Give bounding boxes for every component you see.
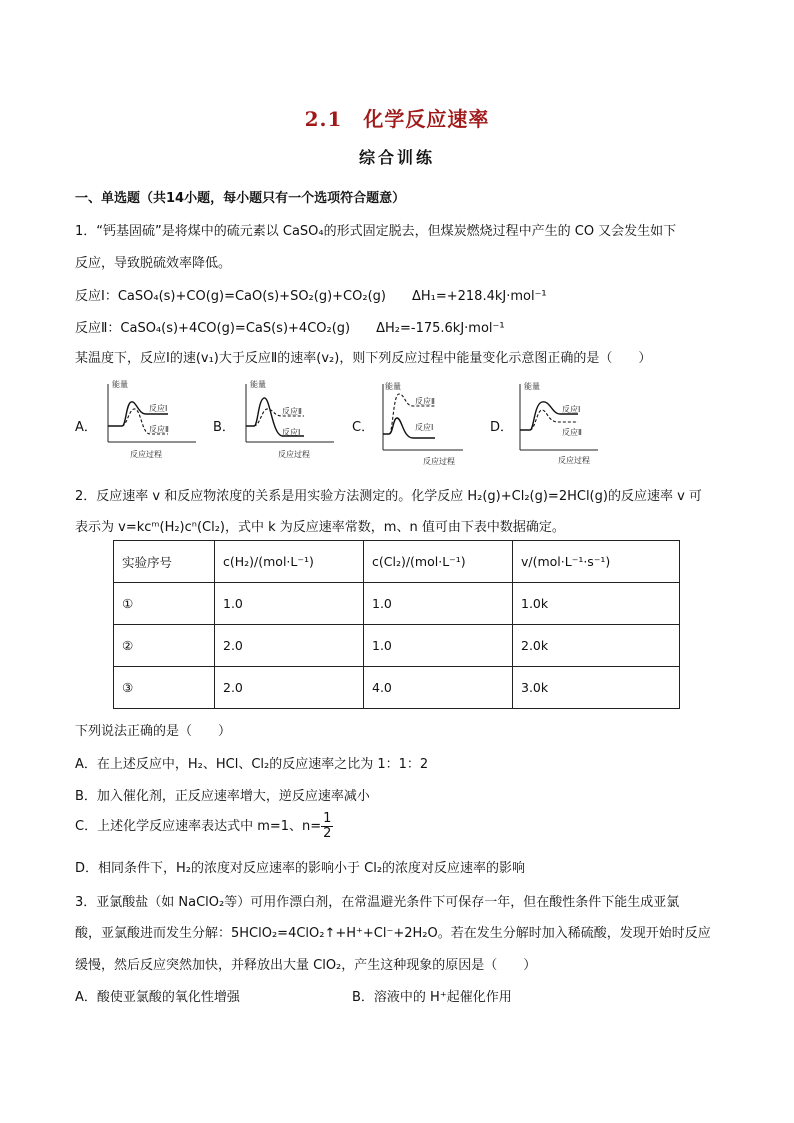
q2-option-d[interactable]: D．相同条件下，H₂的浓度对反应速率的影响小于 Cl₂的浓度对反应速率的影响 xyxy=(75,861,526,876)
q2-option-c[interactable] xyxy=(75,812,333,841)
section-heading: 一、单选题（共14小题，每小题只有一个选项符合题意） xyxy=(75,191,406,206)
q2-data-table xyxy=(113,540,680,709)
table-cell: 3.0k xyxy=(513,667,680,709)
table-cell: 1.0k xyxy=(513,583,680,625)
table-header-row xyxy=(114,541,680,583)
y-axis-label: 能量 xyxy=(524,382,540,391)
table-cell: ① xyxy=(114,583,215,625)
lower-curve-label: 反应Ⅱ xyxy=(149,425,169,434)
q3-stem-line2: 酸，亚氯酸进而发生分解：5HClO₂=4ClO₂↑+H⁺+Cl⁻+2H₂O。若在发生分解时加入稀硫酸，发现开始时反应 xyxy=(75,926,711,941)
table-cell: ③ xyxy=(114,667,215,709)
table-header-cell: v/(mol·L⁻¹·s⁻¹) xyxy=(513,541,680,583)
x-axis-label: 反应过程 xyxy=(558,456,590,465)
q3-option-b[interactable]: B．溶液中的 H⁺起催化作用 xyxy=(352,990,512,1005)
lower-curve-label: 反应Ⅰ xyxy=(282,428,301,437)
page-title: 2.1 化学反应速率 xyxy=(304,107,490,131)
lower-curve-label: 反应Ⅰ xyxy=(415,423,434,432)
upper-curve-label: 反应Ⅱ xyxy=(282,407,302,416)
table-cell: 1.0 xyxy=(364,583,513,625)
q1-reaction-2: 反应Ⅱ：CaSO₄(s)+4CO(g)=CaS(s)+4CO₂(g) ΔH₂=-175.6kJ·mol⁻¹ xyxy=(75,321,505,336)
y-axis-label: 能量 xyxy=(250,380,266,389)
q1-option-b-energy-diagram xyxy=(238,378,338,463)
page-subtitle: 综合训练 xyxy=(358,148,435,167)
table-cell: 4.0 xyxy=(364,667,513,709)
table-cell: 2.0 xyxy=(215,625,364,667)
lower-curve-label: 反应Ⅱ xyxy=(562,428,582,437)
q1-reaction-1: 反应Ⅰ：CaSO₄(s)+CO(g)=CaO(s)+SO₂(g)+CO₂(g) ΔH₁=+218.4kJ·mol⁻¹ xyxy=(75,289,547,304)
fraction-denominator: 2 xyxy=(323,826,332,841)
q1-stem-line1: 1．“钙基固硫”是将煤中的硫元素以 CaSO₄的形式固定脱去，但煤炭燃烧过程中产生的 CO 又会发生如下 xyxy=(75,224,677,239)
y-axis-label: 能量 xyxy=(112,380,128,389)
table-header-cell: 实验序号 xyxy=(114,541,215,583)
q1-option-b-label[interactable]: B． xyxy=(213,420,235,435)
fraction-numerator: 1 xyxy=(323,811,332,826)
table-header-cell: c(Cl₂)/(mol·L⁻¹) xyxy=(364,541,513,583)
q2-stem-line2: 表示为 v=kcᵐ(H₂)cⁿ(Cl₂)，式中 k 为反应速率常数，m、n 值可由下表中数据确定。 xyxy=(75,520,565,535)
x-axis-label: 反应过程 xyxy=(423,457,455,466)
q1-question: 某温度下，反应Ⅰ的速(v₁)大于反应Ⅱ的速率(v₂)，则下列反应过程中能量变化示意图正确的是（ ） xyxy=(75,351,652,366)
upper-curve-label: 反应Ⅰ xyxy=(562,405,581,414)
upper-curve-label: 反应Ⅰ xyxy=(149,404,168,413)
q1-option-a-label[interactable]: A． xyxy=(75,420,97,435)
q1-option-d-label[interactable]: D． xyxy=(490,420,514,435)
q3-option-a[interactable]: A．酸使亚氯酸的氧化性增强 xyxy=(75,990,240,1005)
table-row xyxy=(114,667,680,709)
table-row xyxy=(114,583,680,625)
table-header-cell: c(H₂)/(mol·L⁻¹) xyxy=(215,541,364,583)
fraction xyxy=(321,812,333,841)
table-cell: 1.0 xyxy=(364,625,513,667)
q3-stem-line3: 缓慢，然后反应突然加快，并释放出大量 ClO₂，产生这种现象的原因是（ ） xyxy=(75,958,537,973)
q3-stem-line1: 3．亚氯酸盐（如 NaClO₂等）可用作漂白剂，在常温避光条件下可保存一年，但在酸性条件下能生成亚氯 xyxy=(75,895,680,910)
table-row xyxy=(114,625,680,667)
q1-option-d-energy-diagram xyxy=(512,378,612,466)
q2-option-b[interactable]: B．加入催化剂，正反应速率增大，逆反应速率减小 xyxy=(75,789,370,804)
table-cell: ② xyxy=(114,625,215,667)
y-axis-label: 能量 xyxy=(385,382,401,391)
x-axis-label: 反应过程 xyxy=(278,450,310,459)
q1-option-c-energy-diagram xyxy=(375,378,475,466)
table-cell: 2.0k xyxy=(513,625,680,667)
x-axis-label: 反应过程 xyxy=(130,450,162,459)
q1-stem-line2: 反应，导致脱硫效率降低。 xyxy=(75,256,232,271)
q2-option-c-text: C．上述化学反应速率表达式中 m=1、n= xyxy=(75,819,322,834)
table-cell: 1.0 xyxy=(215,583,364,625)
q2-question: 下列说法正确的是（ ） xyxy=(75,724,232,739)
q1-option-a-energy-diagram xyxy=(100,378,200,463)
q1-option-c-label[interactable]: C． xyxy=(352,420,375,435)
q2-option-a[interactable]: A．在上述反应中，H₂、HCl、Cl₂的反应速率之比为 1：1：2 xyxy=(75,757,429,772)
upper-curve-label: 反应Ⅱ xyxy=(415,397,435,406)
table-cell: 2.0 xyxy=(215,667,364,709)
q2-stem-line1: 2．反应速率 v 和反应物浓度的关系是用实验方法测定的。化学反应 H₂(g)+Cl₂(g)=2HCl(g)的反应速率 v 可 xyxy=(75,489,702,504)
